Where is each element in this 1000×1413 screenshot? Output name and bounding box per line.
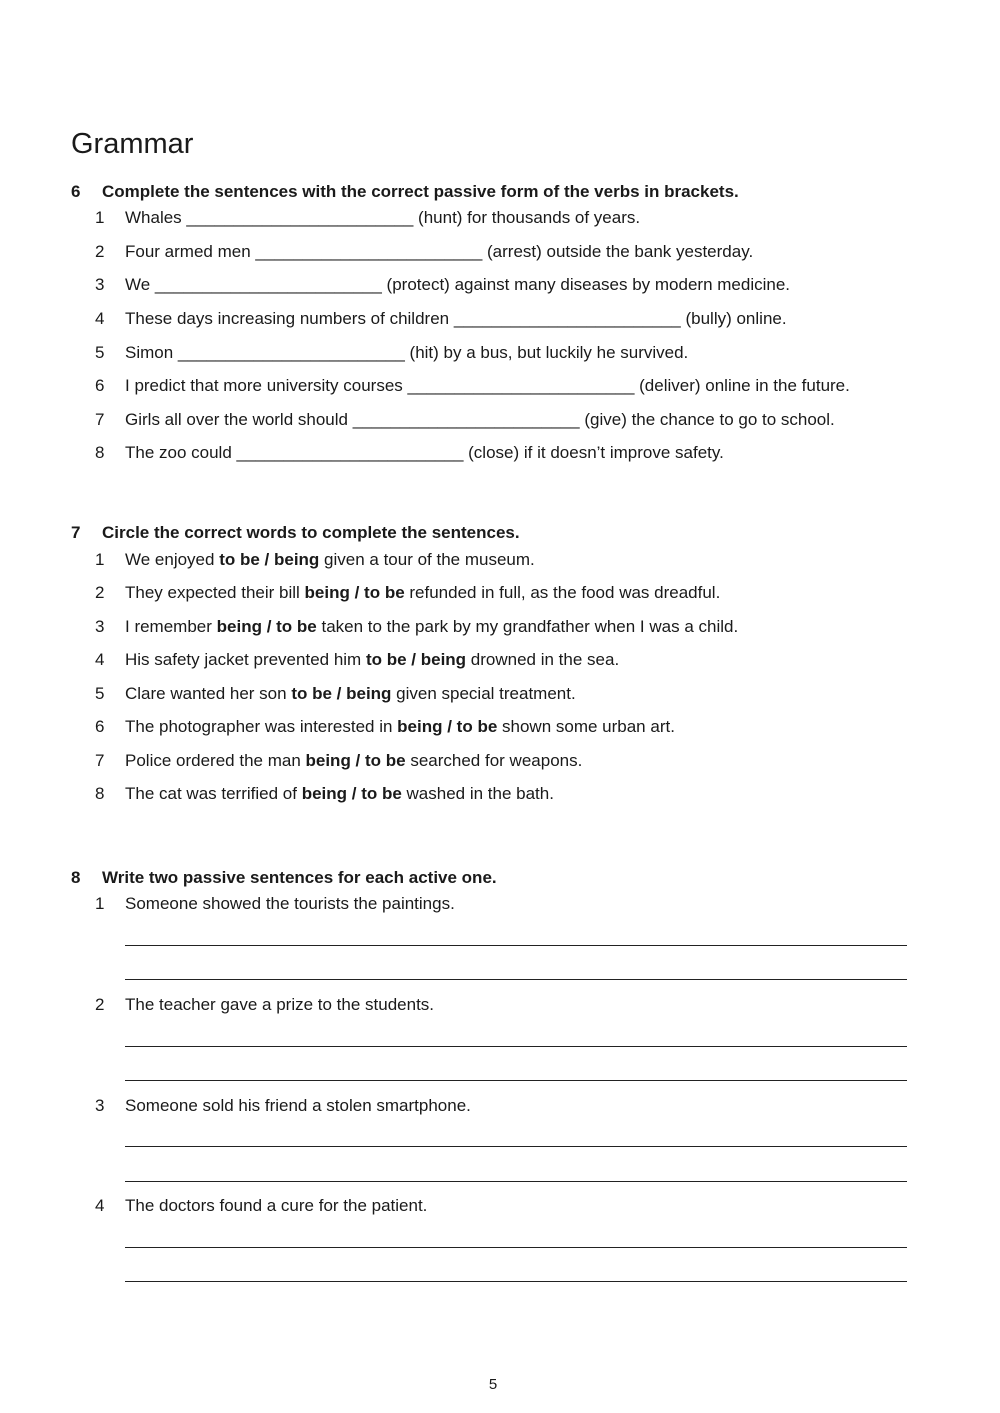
- item-number: 1: [95, 550, 105, 569]
- exercise-7-item-6: [95, 716, 675, 738]
- item-text-after: given a tour of the museum.: [319, 550, 535, 569]
- instruction-text: Circle the correct words to complete the sentences.: [102, 523, 520, 542]
- word-choice[interactable]: being / to be: [301, 784, 402, 803]
- word-choice[interactable]: to be / being: [291, 684, 392, 703]
- answer-line[interactable]: [125, 1247, 907, 1248]
- item-text: The doctors found a cure for the patient.: [125, 1196, 428, 1215]
- word-choice[interactable]: being / to be: [304, 583, 405, 602]
- item-number: 6: [95, 717, 105, 736]
- exercise-7-item-5: [95, 683, 576, 705]
- item-text-after: shown some urban art.: [497, 717, 675, 736]
- item-number: 2: [95, 995, 105, 1014]
- item-number: 1: [95, 894, 105, 913]
- exercise-7-item-8: [95, 783, 554, 805]
- exercise-8-instruction: [71, 867, 497, 889]
- item-text: Someone sold his friend a stolen smartphone.: [125, 1096, 471, 1115]
- item-text: I predict that more university courses ________________________ (deliver) online in the future.: [125, 376, 850, 395]
- item-number: 3: [95, 275, 105, 294]
- item-text-before: The photographer was interested in: [125, 717, 398, 736]
- exercise-7-instruction: [71, 522, 520, 544]
- word-choice[interactable]: being / to be: [305, 751, 406, 770]
- item-number: 8: [95, 443, 105, 462]
- item-text-before: His safety jacket prevented him: [125, 650, 366, 669]
- item-text: These days increasing numbers of children ________________________ (bully) online.: [125, 309, 787, 328]
- item-text: The zoo could ________________________ (close) if it doesn’t improve safety.: [125, 443, 724, 462]
- instruction-text: Write two passive sentences for each active one.: [102, 868, 497, 887]
- answer-line[interactable]: [125, 1146, 907, 1147]
- exercise-number: 7: [71, 523, 81, 542]
- item-text-after: washed in the bath.: [401, 784, 554, 803]
- item-number: 7: [95, 751, 105, 770]
- item-text-before: The cat was terrified of: [125, 784, 302, 803]
- item-number: 2: [95, 583, 105, 602]
- answer-line[interactable]: [125, 1281, 907, 1282]
- exercise-8-item-2: [95, 994, 434, 1016]
- exercise-7-item-7: [95, 750, 582, 772]
- exercise-7-item-3: [95, 616, 738, 638]
- item-text: Four armed men ________________________ (arrest) outside the bank yesterday.: [125, 242, 754, 261]
- exercise-8-item-3: [95, 1095, 471, 1117]
- item-text-after: drowned in the sea.: [466, 650, 620, 669]
- item-text: The teacher gave a prize to the students.: [125, 995, 435, 1014]
- exercise-6-item-4: [95, 308, 787, 330]
- page-title: Grammar: [71, 128, 194, 160]
- item-number: 5: [95, 684, 105, 703]
- exercise-7-item-2: [95, 582, 720, 604]
- item-number: 4: [95, 309, 105, 328]
- item-text: We ________________________ (protect) against many diseases by modern medicine.: [125, 275, 791, 294]
- exercise-6-item-3: [95, 274, 790, 296]
- item-text: Simon ________________________ (hit) by a bus, but luckily he survived.: [125, 343, 689, 362]
- word-choice[interactable]: being / to be: [397, 717, 498, 736]
- item-number: 4: [95, 650, 105, 669]
- item-text-before: They expected their bill: [125, 583, 305, 602]
- page-number: 5: [488, 1376, 498, 1393]
- item-number: 2: [95, 242, 105, 261]
- item-text-before: We enjoyed: [125, 550, 220, 569]
- item-text-before: Clare wanted her son: [125, 684, 292, 703]
- item-text-after: taken to the park by my grandfather when I was a child.: [316, 617, 739, 636]
- exercise-number: 6: [71, 182, 81, 201]
- word-choice[interactable]: to be / being: [365, 650, 467, 669]
- item-number: 7: [95, 410, 105, 429]
- item-text-before: I remember: [125, 617, 217, 636]
- item-number: 5: [95, 343, 105, 362]
- item-number: 8: [95, 784, 105, 803]
- item-text: Someone showed the tourists the paintings.: [125, 894, 455, 913]
- answer-line[interactable]: [125, 1080, 907, 1081]
- exercise-6-item-2: [95, 241, 753, 263]
- answer-line[interactable]: [125, 1046, 907, 1047]
- word-choice[interactable]: to be / being: [219, 550, 320, 569]
- exercise-6-instruction: [71, 181, 739, 203]
- exercise-6-item-6: [95, 375, 850, 397]
- item-text-after: given special treatment.: [391, 684, 576, 703]
- item-text-after: searched for weapons.: [405, 751, 583, 770]
- exercise-6-item-1: [95, 207, 640, 229]
- exercise-7-item-1: [95, 549, 535, 571]
- exercise-8-item-4: [95, 1195, 427, 1217]
- item-text-before: Police ordered the man: [125, 751, 306, 770]
- item-number: 6: [95, 376, 105, 395]
- exercise-number: 8: [71, 868, 81, 887]
- answer-line[interactable]: [125, 1181, 907, 1182]
- item-number: 3: [95, 617, 105, 636]
- exercise-7-item-4: [95, 649, 619, 671]
- exercise-6-item-7: [95, 409, 835, 431]
- answer-line[interactable]: [125, 979, 907, 980]
- instruction-text: Complete the sentences with the correct passive form of the verbs in brackets.: [102, 182, 739, 201]
- item-number: 1: [95, 208, 105, 227]
- item-text: Whales ________________________ (hunt) for thousands of years.: [125, 208, 641, 227]
- item-text: Girls all over the world should ________________________ (give) the chance to go to school.: [125, 410, 835, 429]
- item-number: 3: [95, 1096, 105, 1115]
- exercise-6-item-5: [95, 342, 688, 364]
- word-choice[interactable]: being / to be: [216, 617, 317, 636]
- item-number: 4: [95, 1196, 105, 1215]
- exercise-6-item-8: [95, 442, 724, 464]
- answer-line[interactable]: [125, 945, 907, 946]
- exercise-8-item-1: [95, 893, 455, 915]
- item-text-after: refunded in full, as the food was dreadful.: [404, 583, 721, 602]
